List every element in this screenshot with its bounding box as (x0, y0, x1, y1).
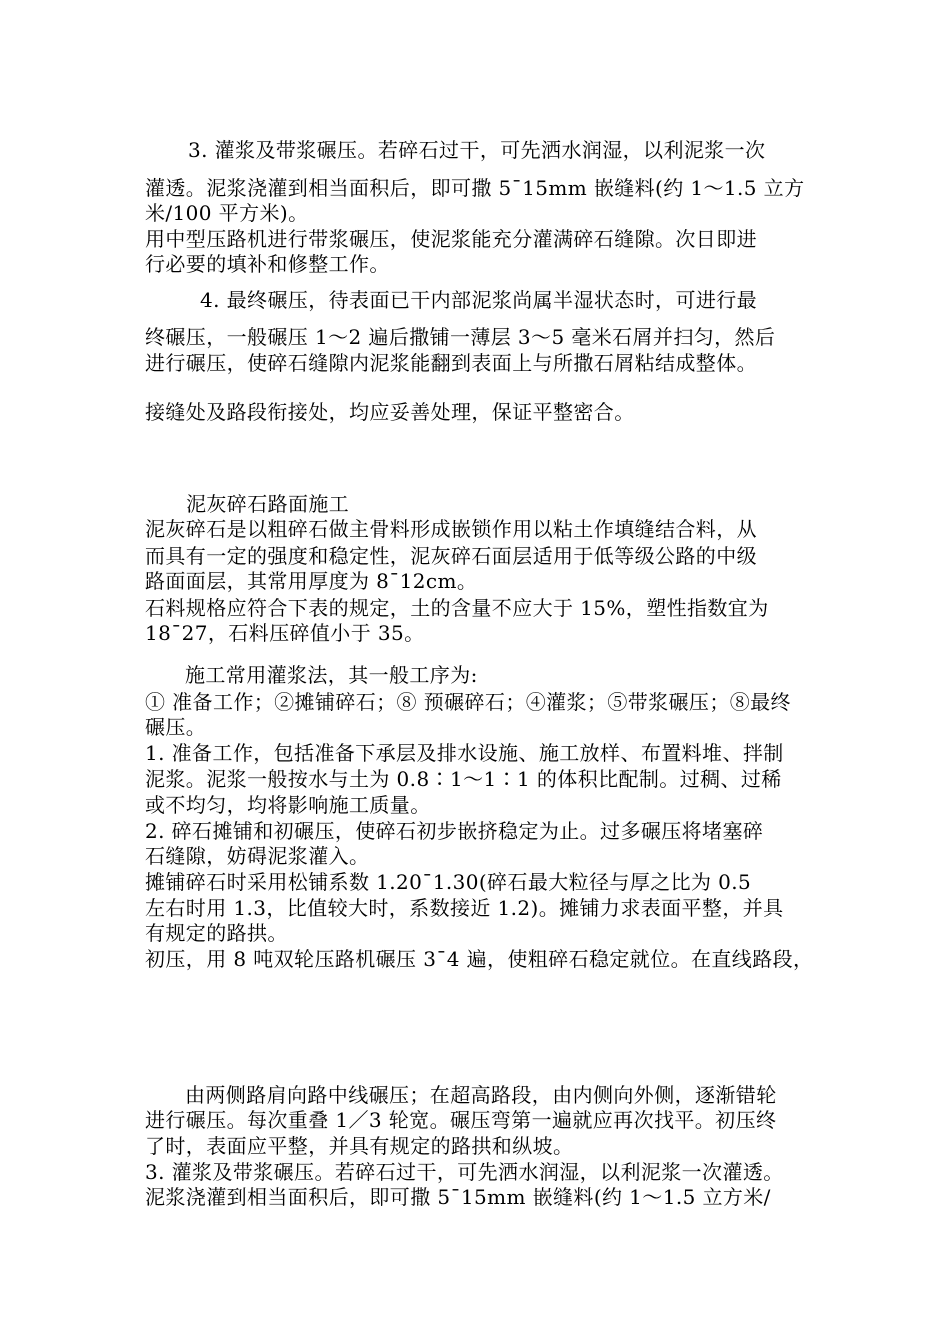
paragraph-line: 4. 最终碾压，待表面已干内部泥浆尚属半湿状态时，可进行最 (200, 288, 758, 312)
paragraph-line: 了时，表面应平整，并具有规定的路拱和纵坡。 (145, 1134, 574, 1158)
paragraph-line: 由两侧路肩向路中线碾压；在超高路段，由内侧向外侧，逐渐错轮 (185, 1083, 777, 1107)
paragraph-line: 进行碾压，使碎石缝隙内泥浆能翻到表面上与所撒石屑粘结成整体。 (145, 351, 757, 375)
paragraph-line: 施工常用灌浆法，其一般工序为: (185, 663, 478, 687)
paragraph-line: 2. 碎石摊铺和初碾压，使碎石初步嵌挤稳定为止。过多碾压将堵塞碎 (145, 819, 764, 843)
paragraph-line: 摊铺碎石时采用松铺系数 1.20¯1.30(碎石最大粒径与厚之比为 0.5 (145, 870, 752, 894)
paragraph-line: 终碾压，一般碾压 1～2 遍后撒铺一薄层 3～5 毫米石屑并扫匀，然后 (145, 325, 776, 349)
paragraph-line: 3. 灌浆及带浆碾压。若碎石过干，可先洒水润湿，以利泥浆一次灌透。 (145, 1160, 784, 1184)
paragraph-line: 用中型压路机进行带浆碾压，使泥浆能充分灌满碎石缝隙。次日即进 (145, 227, 757, 251)
paragraph-line: 碾压。 (145, 715, 207, 739)
paragraph-line: 行必要的填补和修整工作。 (145, 252, 390, 276)
paragraph-line: 米/100 平方米)。 (145, 201, 309, 225)
section-heading: 泥灰碎石路面施工 (186, 492, 350, 516)
paragraph-line: 有规定的路拱。 (145, 921, 288, 945)
paragraph-line: 石料规格应符合下表的规定，土的含量不应大于 15%，塑性指数宜为 (145, 596, 769, 620)
paragraph-line: 泥浆。泥浆一般按水与土为 0.8∶1～1∶1 的体积比配制。过稠、过稀 (145, 767, 782, 791)
paragraph-line: 路面面层，其常用厚度为 8¯12cm。 (145, 569, 478, 593)
paragraph-line: 初压，用 8 吨双轮压路机碾压 3¯4 遍，使粗碎石稳定就位。在直线路段， (145, 947, 814, 971)
paragraph-line: 接缝处及路段衔接处，均应妥善处理，保证平整密合。 (145, 400, 635, 424)
paragraph-line: ① 准备工作；②摊铺碎石；⑧ 预碾碎石；④灌浆；⑤带浆碾压；⑧最终 (145, 690, 791, 714)
paragraph-line: 18¯27，石料压碎值小于 35。 (145, 621, 425, 645)
paragraph-line: 或不均匀，均将影响施工质量。 (145, 793, 431, 817)
paragraph-line: 灌透。泥浆浇灌到相当面积后，即可撒 5¯15mm 嵌缝料(约 1～1.5 立方 (145, 176, 805, 200)
paragraph-line: 泥灰碎石是以粗碎石做主骨料形成嵌锁作用以粘土作填缝结合料，从 (145, 517, 757, 541)
paragraph-line: 3. 灌浆及带浆碾压。若碎石过干，可先洒水润湿，以利泥浆一次 (188, 138, 766, 162)
paragraph-line: 左右时用 1.3，比值较大时，系数接近 1.2)。摊铺力求表面平整，并具 (145, 896, 784, 920)
paragraph-line: 泥浆浇灌到相当面积后，即可撒 5¯15mm 嵌缝料(约 1～1.5 立方米/ (145, 1185, 771, 1209)
paragraph-line: 而具有一定的强度和稳定性，泥灰碎石面层适用于低等级公路的中级 (145, 544, 757, 568)
paragraph-line: 石缝隙，妨碍泥浆灌入。 (145, 844, 370, 868)
paragraph-line: 进行碾压。每次重叠 1／3 轮宽。碾压弯第一遍就应再次找平。初压终 (145, 1108, 777, 1132)
paragraph-line: 1. 准备工作，包括准备下承层及排水设施、施工放样、布置料堆、拌制 (145, 741, 784, 765)
